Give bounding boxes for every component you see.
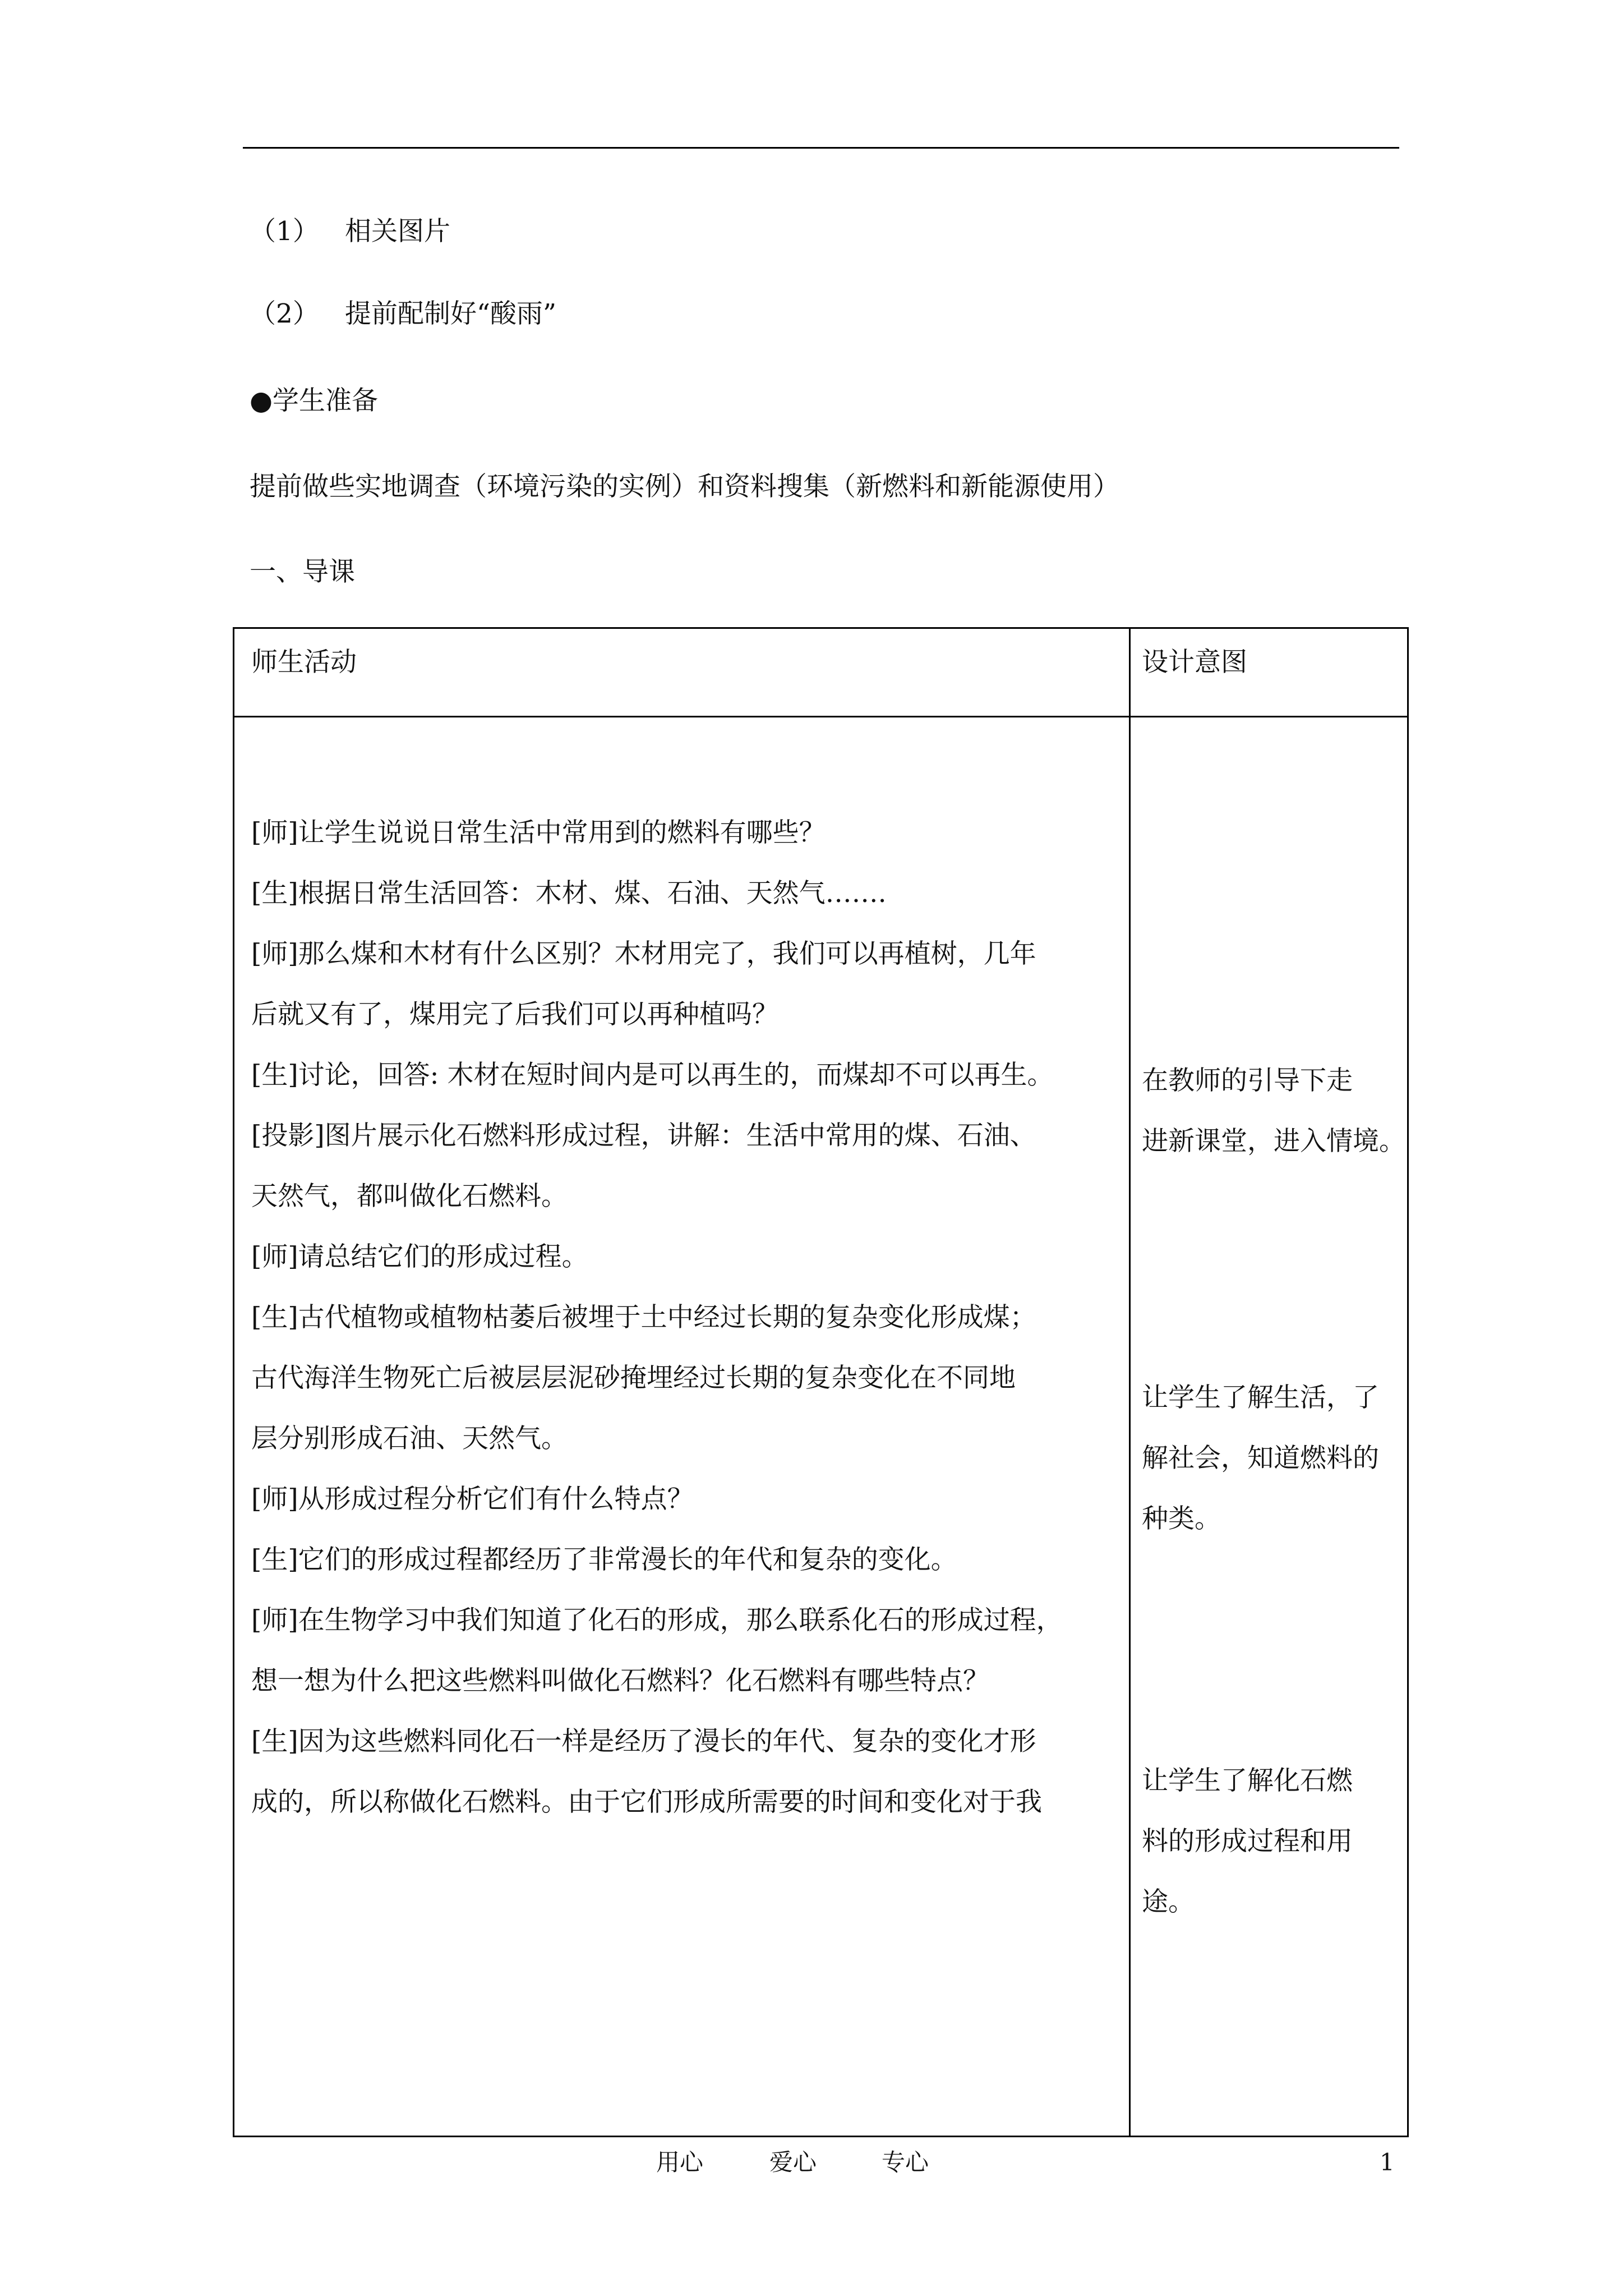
page-number: 1 <box>1380 2148 1395 2176</box>
activity-cell <box>251 803 1121 1833</box>
activity-line: [师]让学生说说日常生活中常用到的燃料有哪些？ <box>251 817 826 848</box>
table-header-activity: 师生活动 <box>251 647 357 678</box>
footer-motto-1: 用心 <box>656 2148 704 2176</box>
prep-item-1 <box>250 215 450 249</box>
activity-line: [生]古代植物或植物枯萎后被埋于土中经过长期的复杂变化形成煤； <box>251 1302 1036 1333</box>
activity-line: 想一想为什么把这些燃料叫做化石燃料？化石燃料有哪些特点？ <box>251 1665 989 1696</box>
lesson-table <box>233 627 1409 2137</box>
activity-line: 成的，所以称做化石燃料。由于它们形成所需要的时间和变化对于我 <box>251 1787 1042 1818</box>
intent-line: 在教师的引导下走 <box>1142 1065 1353 1096</box>
activity-line: [师]请总结它们的形成过程。 <box>251 1241 588 1272</box>
activity-line: [生]因为这些燃料同化石一样是经历了漫长的年代、复杂的变化才形 <box>251 1726 1036 1757</box>
intent-note-1 <box>1142 1051 1405 1172</box>
prep-item-text: 提前配制好“酸雨” <box>345 298 557 329</box>
activity-line: 天然气，都叫做化石燃料。 <box>251 1181 568 1212</box>
intent-line: 种类。 <box>1142 1503 1221 1534</box>
activity-line: [投影]图片展示化石燃料形成过程，讲解：生活中常用的煤、石油、 <box>251 1120 1036 1151</box>
prep-item-number: （2） <box>250 298 319 329</box>
intent-line: 让学生了解生活，了 <box>1142 1382 1379 1413</box>
intent-line: 解社会，知道燃料的 <box>1142 1443 1379 1474</box>
intent-note-2 <box>1142 1368 1405 1549</box>
activity-line: [师]在生物学习中我们知道了化石的形成，那么联系化石的形成过程， <box>251 1605 1063 1636</box>
table-header-intent: 设计意图 <box>1142 647 1247 678</box>
activity-line: [生]讨论，回答: 木材在短时间内是可以再生的，而煤却不可以再生。 <box>251 1060 1054 1091</box>
footer-motto-2: 爱心 <box>769 2148 817 2176</box>
activity-line: [生]它们的形成过程都经历了非常漫长的年代和复杂的变化。 <box>251 1544 957 1575</box>
prep-item-number: （1） <box>250 216 319 247</box>
header-divider <box>233 716 1409 717</box>
column-divider <box>1129 627 1131 2137</box>
intent-line: 让学生了解化石燃 <box>1142 1765 1353 1796</box>
activity-line: 层分别形成石油、天然气。 <box>251 1423 568 1454</box>
section-heading: 一、导课 <box>250 556 355 587</box>
prep-item-text: 相关图片 <box>345 216 450 247</box>
header-rule <box>243 147 1399 149</box>
activity-line: 后就又有了，煤用完了后我们可以再种植吗？ <box>251 999 778 1030</box>
activity-line: [师]从形成过程分析它们有什么特点？ <box>251 1484 694 1515</box>
student-prep-text: 提前做些实地调查（环境污染的实例）和资料搜集（新燃料和新能源使用） <box>250 471 1119 502</box>
prep-item-2 <box>250 297 556 331</box>
intent-line: 进新课堂，进入情境。 <box>1142 1126 1405 1157</box>
intent-line: 途。 <box>1142 1887 1195 1917</box>
intent-note-3 <box>1142 1751 1405 1932</box>
activity-line: 古代海洋生物死亡后被层层泥砂掩埋经过长期的复杂变化在不同地 <box>251 1363 1016 1393</box>
activity-line: [师]那么煤和木材有什么区别？木材用完了，我们可以再植树，几年 <box>251 938 1036 969</box>
activity-line: [生]根据日常生活回答：木材、煤、石油、天然气……. <box>251 878 887 909</box>
intent-line: 料的形成过程和用 <box>1142 1826 1353 1857</box>
footer-motto-3: 专心 <box>882 2148 929 2176</box>
student-prep-heading: ●学生准备 <box>250 385 379 416</box>
